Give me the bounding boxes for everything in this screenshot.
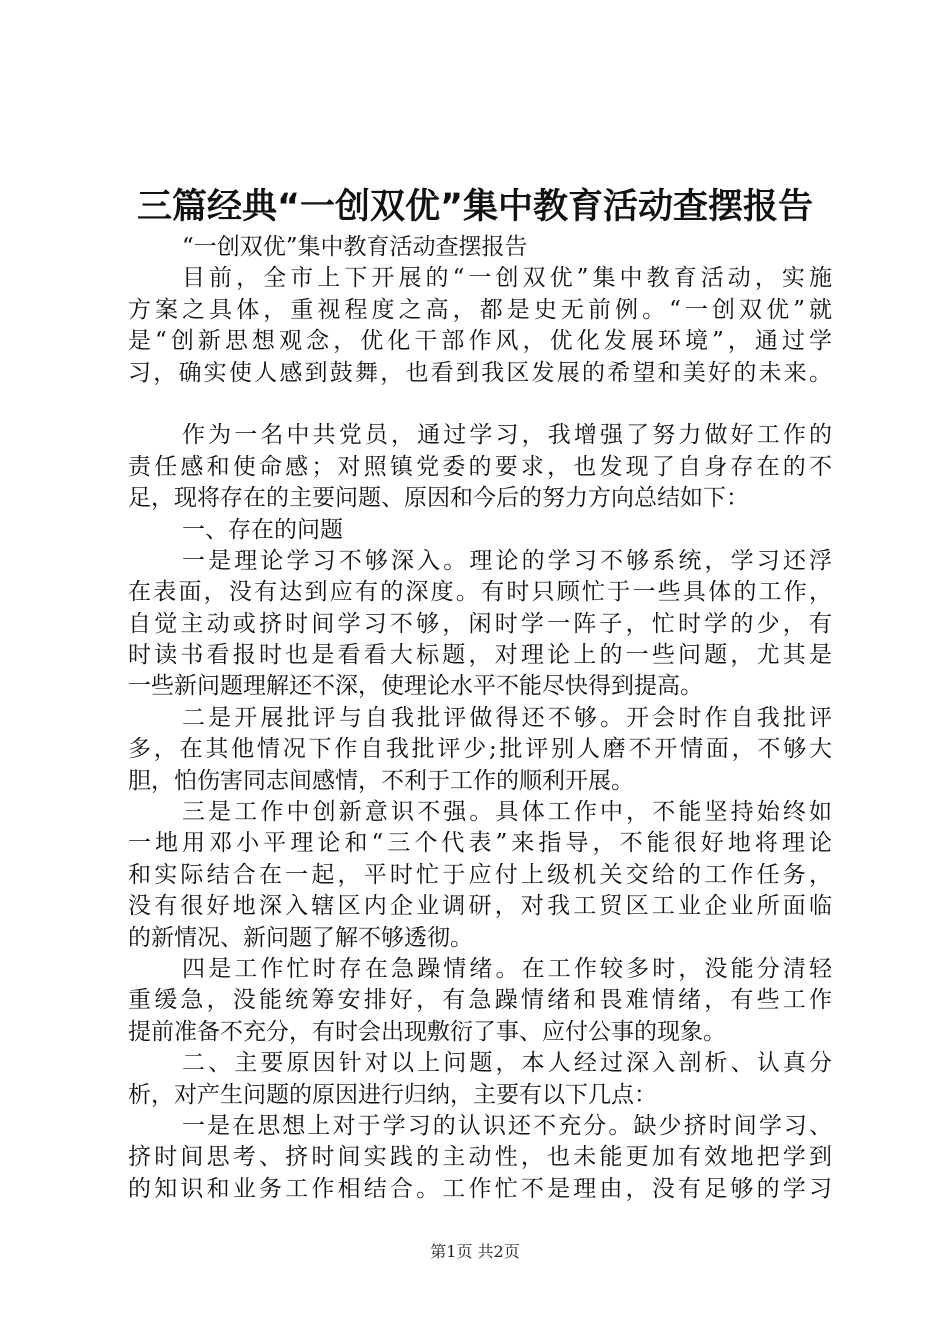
text-line: 足，现将存在的主要问题、原因和今后的努力方向总结如下： [128,485,749,512]
text-line: 胆，怕伤害同志间感情，不利于工作的顺利开展。 [128,767,634,794]
text-line: 三是工作中创新意识不强。具体工作中，不能坚持始终如 [182,799,832,826]
text-line: 的知识和业务工作相结合。工作忙不是理由，没有足够的学习 [128,1175,832,1202]
document-title: 三篇经典“一创双优”集中教育活动查摆报告 [136,187,813,227]
text-line: 一是理论学习不够深入。理论的学习不够系统，学习还浮 [182,547,832,574]
text-line: 没有很好地深入辖区内企业调研，对我工贸区工业企业所面临 [128,893,832,920]
text-line: 挤时间思考、挤时间实践的主动性，也未能更加有效地把学到 [128,1144,832,1171]
section-heading: 一、存在的问题 [182,516,343,543]
page-number-footer: 第1页 共2页 [430,1242,520,1261]
text-line: 一地用邓小平理论和“三个代表”来指导，不能很好地将理论 [128,830,832,857]
text-line: 多，在其他情况下作自我批评少;批评别人磨不开情面，不够大 [128,736,832,763]
text-line: 一些新问题理解还不深，使理论水平不能尽快得到提高。 [128,673,703,700]
text-line: 是“创新思想观念，优化干部作风，优化发展环境”，通过学 [128,328,832,355]
text-line: 和实际结合在一起，平时忙于应付上级机关交给的工作任务， [128,861,832,888]
text-line: 四是工作忙时存在急躁情绪。在工作较多时，没能分清轻 [182,955,832,982]
text-line: 重缓急，没能统筹安排好，有急躁情绪和畏难情绪，有些工作 [128,987,832,1014]
text-line: 时读书看报时也是看看大标题，对理论上的一些问题，尤其是 [128,642,832,669]
text-line: 析，对产生问题的原因进行归纳，主要有以下几点： [128,1081,657,1108]
document-body [128,232,832,1205]
text-line: 自觉主动或挤时间学习不够，闲时学一阵子，忙时学的少，有 [128,610,832,637]
text-line: 方案之具体，重视程度之高，都是史无前例。“一创双优”就 [128,296,832,323]
text-line: 在表面，没有达到应有的深度。有时只顾忙于一些具体的工作， [128,579,832,606]
text-line: 一是在思想上对于学习的认识还不充分。缺少挤时间学习、 [182,1112,832,1139]
blank-line [128,389,832,420]
text-line: 作为一名中共党员，通过学习，我增强了努力做好工作的 [182,422,832,449]
text-line: 提前准备不充分，有时会出现敷衍了事、应付公事的现象。 [128,1018,726,1045]
text-line: 责任感和使命感；对照镇党委的要求，也发现了自身存在的不 [128,453,832,480]
text-line: “一创双优”集中教育活动查摆报告 [182,234,528,260]
text-line: 目前，全市上下开展的“一创双优”集中教育活动，实施 [182,265,832,292]
text-line: 的新情况、新问题了解不够透彻。 [128,924,473,951]
text-line: 二是开展批评与自我批评做得还不够。开会时作自我批评 [182,704,832,731]
section-heading: 二、主要原因针对以上问题，本人经过深入剖析、认真分 [182,1050,832,1077]
text-line: 习，确实使人感到鼓舞，也看到我区发展的希望和美好的未来。 [128,359,832,386]
